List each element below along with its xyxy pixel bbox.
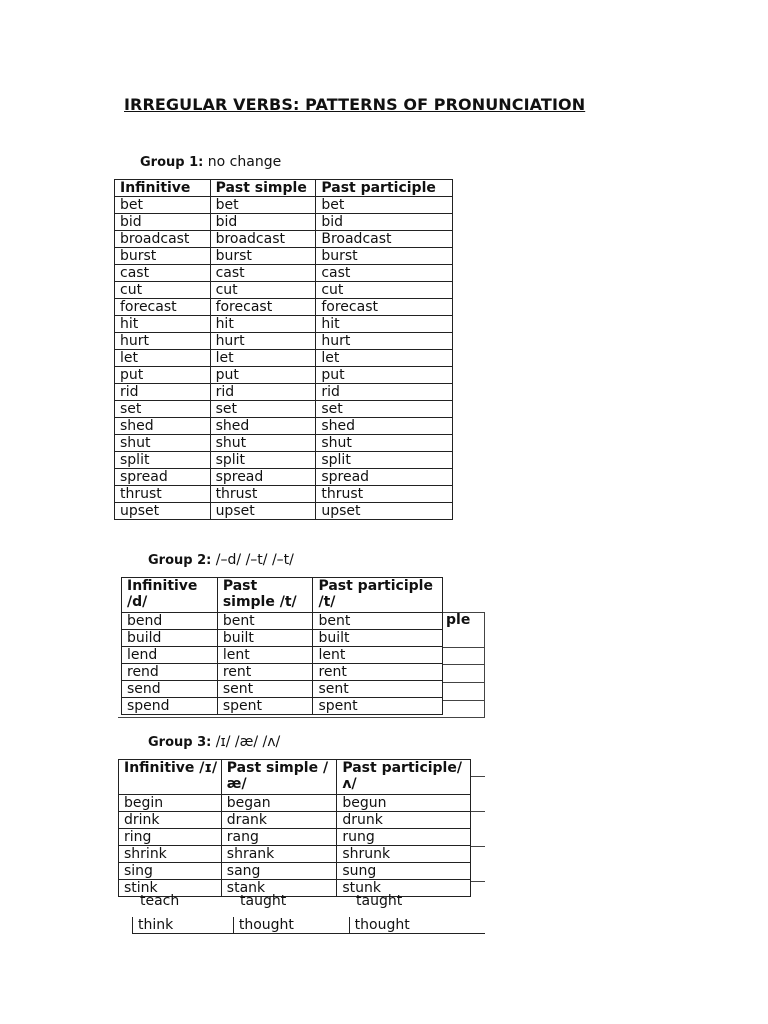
table-row	[115, 248, 453, 265]
table-cell: spent	[313, 698, 443, 715]
table-cell: rent	[313, 664, 443, 681]
table-row	[115, 265, 453, 282]
table-cell: cast	[210, 265, 316, 282]
column-header: Past simple /t/	[217, 578, 313, 613]
overflow-table	[132, 917, 485, 934]
table-cell: broadcast	[115, 231, 211, 248]
table-cell: rid	[316, 384, 453, 401]
table-row	[115, 418, 453, 435]
table-cell: hurt	[210, 333, 316, 350]
table-row	[122, 664, 443, 681]
table-row	[115, 384, 453, 401]
table-cell: rid	[210, 384, 316, 401]
table-cell: set	[210, 401, 316, 418]
column-header: Past participle	[316, 180, 453, 197]
table-cell: spend	[122, 698, 218, 715]
ghost-border	[443, 700, 485, 701]
table-cell: spread	[316, 469, 453, 486]
table-row	[119, 846, 471, 863]
table-cell: lent	[217, 647, 313, 664]
table-cell: put	[316, 367, 453, 384]
table-cell: cut	[210, 282, 316, 299]
table-row	[122, 681, 443, 698]
table-cell: send	[122, 681, 218, 698]
table-cell: begun	[337, 795, 471, 812]
table-cell: cast	[316, 265, 453, 282]
table-cell: stank	[221, 880, 337, 897]
table-row	[122, 647, 443, 664]
table-cell: sent	[217, 681, 313, 698]
ghost-border	[471, 846, 485, 847]
table-row	[115, 214, 453, 231]
table-cell: rend	[122, 664, 218, 681]
table-cell: forecast	[316, 299, 453, 316]
table-cell: bet	[115, 197, 211, 214]
page-title: IRREGULAR VERBS: PATTERNS OF PRONUNCIATION	[124, 95, 586, 114]
group3-table	[118, 759, 471, 897]
table-cell: drink	[119, 812, 222, 829]
table-cell: burst	[115, 248, 211, 265]
table-cell: shut	[316, 435, 453, 452]
table-cell: drank	[221, 812, 337, 829]
table-cell: burst	[210, 248, 316, 265]
ghost-border	[443, 647, 485, 648]
table-cell: rid	[115, 384, 211, 401]
group2-heading	[148, 552, 294, 568]
table-cell: split	[115, 452, 211, 469]
table-cell: rent	[217, 664, 313, 681]
column-header: Past simple /æ/	[221, 760, 337, 795]
ghost-border	[471, 776, 485, 777]
table-cell: thrust	[210, 486, 316, 503]
table-cell: began	[221, 795, 337, 812]
table-cell: thought	[349, 917, 485, 934]
table-cell: upset	[316, 503, 453, 520]
column-header: Infinitive	[115, 180, 211, 197]
table-cell: put	[210, 367, 316, 384]
table-cell: bent	[313, 613, 443, 630]
table-cell: broadcast	[210, 231, 316, 248]
ghost-border	[118, 717, 485, 718]
table-row	[122, 613, 443, 630]
table-cell: set	[316, 401, 453, 418]
table-row	[115, 367, 453, 384]
table-cell: built	[313, 630, 443, 647]
table-cell: let	[115, 350, 211, 367]
group2-label: Group 2:	[148, 553, 212, 568]
table-row	[119, 863, 471, 880]
table-cell: set	[115, 401, 211, 418]
table-cell: bend	[122, 613, 218, 630]
ghost-border	[443, 664, 485, 665]
table-row	[115, 350, 453, 367]
table-cell: sing	[119, 863, 222, 880]
overflow-cell: taught	[240, 893, 287, 909]
table-cell: bid	[210, 214, 316, 231]
table-cell: sung	[337, 863, 471, 880]
table-row	[133, 917, 486, 934]
table-cell: shut	[115, 435, 211, 452]
table-cell: bent	[217, 613, 313, 630]
table-cell: begin	[119, 795, 222, 812]
table-cell: hit	[210, 316, 316, 333]
overflow-partial-row	[132, 893, 485, 918]
table-cell: bet	[316, 197, 453, 214]
table-cell: forecast	[115, 299, 211, 316]
table-cell: built	[217, 630, 313, 647]
table-row	[115, 401, 453, 418]
column-header: Infinitive /d/	[122, 578, 218, 613]
ghost-border	[484, 612, 485, 718]
table-cell: lent	[313, 647, 443, 664]
table-cell: hit	[316, 316, 453, 333]
table-cell: lend	[122, 647, 218, 664]
table-cell: burst	[316, 248, 453, 265]
table-cell: put	[115, 367, 211, 384]
group2-table	[121, 577, 443, 715]
table-cell: rung	[337, 829, 471, 846]
group1-table	[114, 179, 453, 520]
table-row	[115, 231, 453, 248]
table-row	[122, 698, 443, 715]
table-cell: think	[133, 917, 234, 934]
group2-desc: /–d/ /–t/ /–t/	[215, 552, 294, 568]
table-cell: drunk	[337, 812, 471, 829]
table-cell: thrust	[316, 486, 453, 503]
table-cell: spent	[217, 698, 313, 715]
table-cell: thrust	[115, 486, 211, 503]
table-cell: Broadcast	[316, 231, 453, 248]
table-cell: shrunk	[337, 846, 471, 863]
table-cell: hurt	[316, 333, 453, 350]
table-cell: thought	[233, 917, 349, 934]
table-row	[119, 829, 471, 846]
table-row	[119, 812, 471, 829]
table-cell: build	[122, 630, 218, 647]
table-cell: cast	[115, 265, 211, 282]
table-header-row	[119, 760, 471, 795]
ghost-border	[471, 811, 485, 812]
table-cell: forecast	[210, 299, 316, 316]
column-header: Past participle /t/	[313, 578, 443, 613]
table-cell: shrank	[221, 846, 337, 863]
table-cell: spread	[115, 469, 211, 486]
table-cell: upset	[115, 503, 211, 520]
table-row	[115, 197, 453, 214]
table-row	[115, 503, 453, 520]
group1-heading	[140, 154, 281, 170]
ghost-border	[443, 682, 485, 683]
table-row	[115, 469, 453, 486]
table-cell: stink	[119, 880, 222, 897]
table-header-row	[122, 578, 443, 613]
table-cell: sent	[313, 681, 443, 698]
table-cell: shed	[316, 418, 453, 435]
table-row	[115, 452, 453, 469]
table-header-row	[115, 180, 453, 197]
table-cell: shed	[115, 418, 211, 435]
table-cell: let	[316, 350, 453, 367]
table-row	[115, 316, 453, 333]
group3-heading	[148, 734, 280, 750]
table-cell: spread	[210, 469, 316, 486]
table-cell: split	[316, 452, 453, 469]
column-header: Past participle/ʌ/	[337, 760, 471, 795]
table-row	[119, 795, 471, 812]
table-row	[115, 486, 453, 503]
table-cell: cut	[115, 282, 211, 299]
group1-label: Group 1:	[140, 155, 204, 170]
table-cell: bid	[115, 214, 211, 231]
ghost-header-fragment: ple	[446, 612, 471, 628]
table-cell: hit	[115, 316, 211, 333]
table-row	[115, 282, 453, 299]
table-row	[122, 630, 443, 647]
overflow-cell: teach	[140, 893, 180, 909]
table-cell: rang	[221, 829, 337, 846]
table-cell: cut	[316, 282, 453, 299]
table-cell: shrink	[119, 846, 222, 863]
group3-label: Group 3:	[148, 735, 212, 750]
table-cell: bid	[316, 214, 453, 231]
table-row	[115, 333, 453, 350]
table-cell: split	[210, 452, 316, 469]
table-cell: upset	[210, 503, 316, 520]
table-cell: shed	[210, 418, 316, 435]
table-cell: ring	[119, 829, 222, 846]
table-cell: sang	[221, 863, 337, 880]
group1-desc: no change	[207, 154, 282, 170]
table-cell: bet	[210, 197, 316, 214]
table-cell: stunk	[337, 880, 471, 897]
table-cell: shut	[210, 435, 316, 452]
table-cell: hurt	[115, 333, 211, 350]
ghost-border	[471, 881, 485, 882]
column-header: Past simple	[210, 180, 316, 197]
table-row	[115, 299, 453, 316]
table-row	[115, 435, 453, 452]
overflow-cell: taught	[356, 893, 403, 909]
table-cell: let	[210, 350, 316, 367]
group3-desc: /ɪ/ /æ/ /ʌ/	[215, 734, 281, 750]
column-header: Infinitive /ɪ/	[119, 760, 222, 795]
